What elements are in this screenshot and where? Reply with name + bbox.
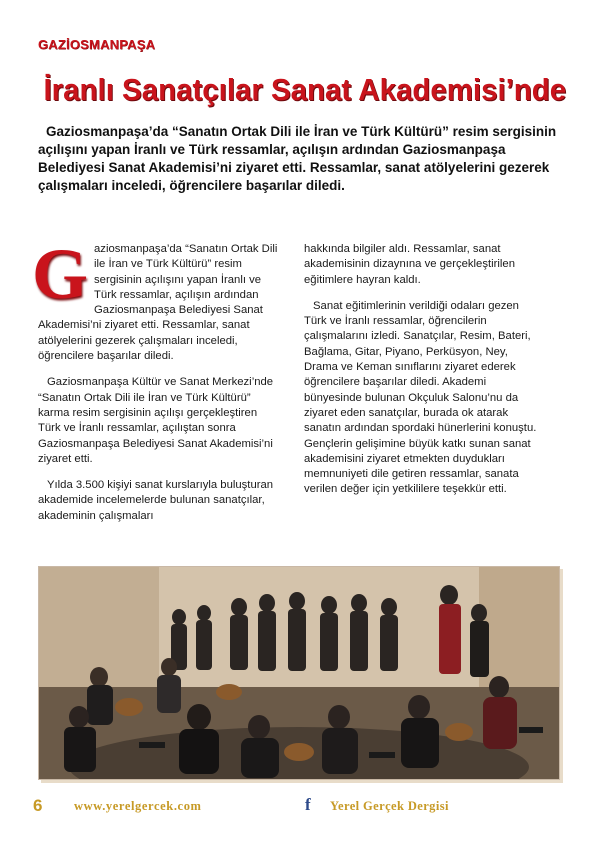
photo-scene: [39, 567, 559, 779]
right-paragraph-1: hakkında bilgiler aldı. Ressamlar, sanat akademisinin dizaynına ve gerçekleştirilen eğitimlere hayran kaldı.: [304, 243, 515, 286]
facebook-icon[interactable]: f: [305, 795, 311, 814]
left-paragraph-1: aziosmanpaşa’da “Sanatın Ortak Dili ile İran ve Türk Kültürü” resim sergisinin açılışını yapan İranlı ve Türk ressamlar, açılışın ardından Gaziosmanpaşa Belediyesi Sanat Akademisi’ni ziyaret etti. Ressamlar, sanat atölyelerini gezerek çalışmaları inceledi, öğrencilere başarılar diledi.: [38, 243, 278, 363]
drop-cap: G: [32, 234, 89, 314]
right-paragraph-2: Sanat eğitimlerinin verildiği odaları gezen Türk ve İranlı ressamlar, öğrencilerin çalışmalarını izledi. Sanatçılar, Resim, Bateri, Bağlama, Gitar, Piyano, Perküsyon, Ney, Drama ve Keman sınıflarını ziyaret ederek öğrencilere başarılar diledi. Akademi bünyesinde bulunan Okçuluk Salonu’nu da ziyaret eden sanatçılar, burada ok atarak sanatın ardından spordaki hünerlerini konuştu. Gençlerin gelişimine büyük katkı sunan sanat akademisini ziyaret etmekten duydukları memnuniyeti dile getiren ressamlar, sanata verilen değer için yetkililere teşekkür etti.: [304, 299, 537, 496]
article-headline: İranlı Sanatçılar Sanat Akademisi’nde: [43, 72, 567, 107]
magazine-name: Yerel Gerçek Dergisi: [330, 799, 449, 813]
section-label: GAZİOSMANPAŞA: [38, 37, 156, 52]
page-number: 6: [33, 796, 43, 815]
left-column: [32, 234, 278, 535]
article-photo: [38, 566, 560, 780]
article-lead: Gaziosmanpaşa’da “Sanatın Ortak Dili ile İran ve Türk Kültürü” resim sergisinin açılışını yapan İranlı ve Türk ressamlar, açılışın ardından Gaziosmanpaşa Belediyesi Sanat Akademisi’ni ziyaret etti. Ressamlar, sanat atölyelerini gezerek çalışmaları inceledi, öğrencilere başarılar diledi.: [38, 124, 557, 193]
page-footer: [0, 790, 595, 820]
left-paragraph-3: Yılda 3.500 kişiyi sanat kurslarıyla buluşturan akademide incelemelerde bulunan sanatçılar, akademinin çalışmaları: [38, 479, 274, 522]
right-column: [304, 242, 544, 509]
website-link[interactable]: www.yerelgercek.com: [74, 799, 202, 813]
left-paragraph-2: Gaziosmanpaşa Kültür ve Sanat Merkezi’nde “Sanatın Ortak Dili ile İran ve Türk Kültürü” karma resim sergisinin açılışı gerçekleştiren Türk ve İranlı ressamlar, açılıştan sonra Gaziosmanpaşa Belediyesi Sanat Akademisi’ni ziyaret etti.: [38, 376, 274, 465]
